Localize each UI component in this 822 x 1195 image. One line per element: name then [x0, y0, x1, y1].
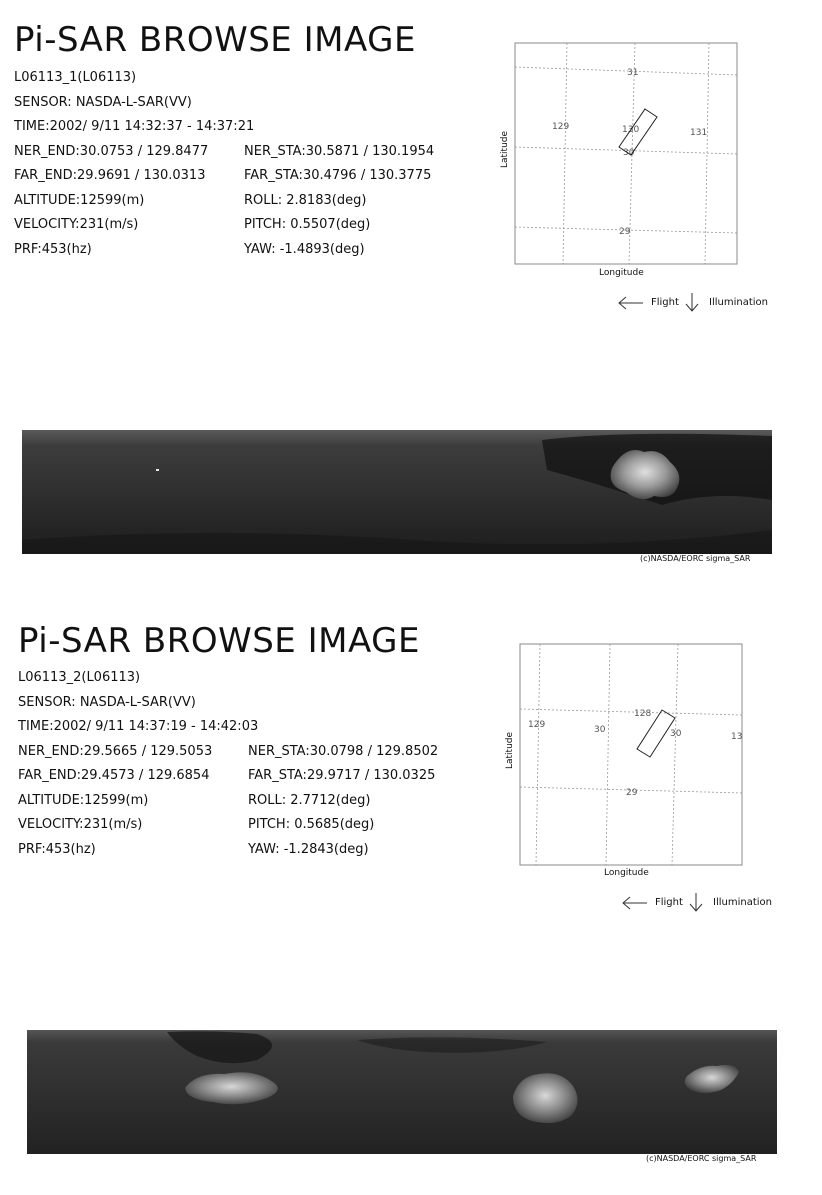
location-map-svg	[500, 641, 780, 886]
longitude-label: Longitude	[604, 868, 649, 878]
ner-end: NER_END:29.5665 / 129.5053	[18, 743, 213, 759]
sar-browse-image	[27, 1030, 777, 1158]
map-tick-label: 129	[552, 122, 570, 132]
ner-sta: NER_STA:30.5871 / 130.1954	[244, 143, 435, 159]
map-tick-label: 130	[622, 125, 640, 135]
illumination-arrow-icon	[686, 293, 698, 311]
acquisition-time: TIME:2002/ 9/11 14:37:19 - 14:42:03	[18, 719, 259, 734]
direction-legend	[621, 891, 773, 916]
pitch: PITCH: 0.5507(deg)	[244, 217, 371, 232]
sar-browse-image	[22, 430, 772, 558]
pitch: PITCH: 0.5685(deg)	[248, 817, 375, 832]
sar-image-svg	[27, 1030, 777, 1154]
map-graticule	[520, 644, 742, 865]
location-map	[495, 40, 775, 289]
map-tick-label: 128	[634, 709, 652, 719]
map-tick-label: 129	[528, 720, 546, 730]
flight-label: Flight	[651, 297, 679, 308]
island	[513, 1073, 578, 1123]
illumination-arrow-icon	[690, 893, 702, 911]
far-sta: FAR_STA:30.4796 / 130.3775	[244, 168, 432, 183]
location-map	[500, 641, 780, 890]
map-tick-label: 30	[623, 148, 635, 158]
direction-legend	[617, 291, 769, 316]
far-end: FAR_END:29.9691 / 130.0313	[14, 168, 206, 183]
ner-sta: NER_STA:30.0798 / 129.8502	[248, 743, 439, 759]
altitude: ALTITUDE:12599(m)	[14, 192, 145, 208]
map-tick-label: 30	[594, 725, 606, 735]
metadata-block	[18, 666, 439, 862]
copyright-credit: (c)NASDA/EORC sigma_SAR	[640, 554, 751, 563]
sensor: SENSOR: NASDA-L-SAR(VV)	[14, 94, 192, 110]
copyright-credit: (c)NASDA/EORC sigma_SAR	[646, 1154, 757, 1163]
velocity: VELOCITY:231(m/s)	[18, 817, 143, 832]
roll: ROLL: 2.7712(deg)	[248, 792, 371, 808]
latitude-label: Latitude	[505, 731, 515, 769]
illumination-label: Illumination	[713, 897, 772, 908]
map-tick-label: 30	[670, 729, 682, 739]
yaw: YAW: -1.4893(deg)	[244, 241, 365, 257]
flight-label: Flight	[655, 897, 683, 908]
browse-panel-1	[0, 0, 822, 595]
yaw: YAW: -1.2843(deg)	[248, 841, 369, 857]
location-map-svg	[495, 40, 775, 285]
sar-image-svg	[22, 430, 772, 554]
metadata-block	[14, 66, 435, 262]
prf: PRF:453(hz)	[14, 241, 92, 257]
flight-arrow-icon	[623, 897, 647, 909]
legend-svg	[621, 891, 773, 913]
map-tick-label: 29	[619, 227, 631, 237]
map-frame	[520, 644, 742, 865]
scene-id: L06113_1(L06113)	[14, 70, 137, 85]
acquisition-time: TIME:2002/ 9/11 14:32:37 - 14:37:21	[14, 119, 255, 134]
roll: ROLL: 2.8183(deg)	[244, 192, 367, 208]
legend-svg	[617, 291, 769, 313]
page-title: Pi-SAR BROWSE IMAGE	[14, 20, 416, 60]
scene-id: L06113_2(L06113)	[18, 670, 141, 685]
page-title: Pi-SAR BROWSE IMAGE	[18, 621, 420, 661]
illumination-label: Illumination	[709, 297, 768, 308]
map-tick-label: 29	[626, 788, 638, 798]
latitude-label: Latitude	[500, 130, 510, 168]
far-sta: FAR_STA:29.9717 / 130.0325	[248, 768, 436, 783]
sensor: SENSOR: NASDA-L-SAR(VV)	[18, 694, 196, 710]
prf: PRF:453(hz)	[18, 841, 96, 857]
altitude: ALTITUDE:12599(m)	[18, 792, 149, 808]
map-tick-label: 13	[731, 732, 743, 742]
map-tick-label: 131	[690, 128, 708, 138]
ner-end: NER_END:30.0753 / 129.8477	[14, 143, 209, 159]
far-end: FAR_END:29.4573 / 129.6854	[18, 768, 210, 783]
map-tick-label: 31	[627, 68, 639, 78]
browse-panel-2	[0, 600, 822, 1195]
longitude-label: Longitude	[599, 268, 644, 278]
velocity: VELOCITY:231(m/s)	[14, 217, 139, 232]
flight-arrow-icon	[619, 297, 643, 309]
